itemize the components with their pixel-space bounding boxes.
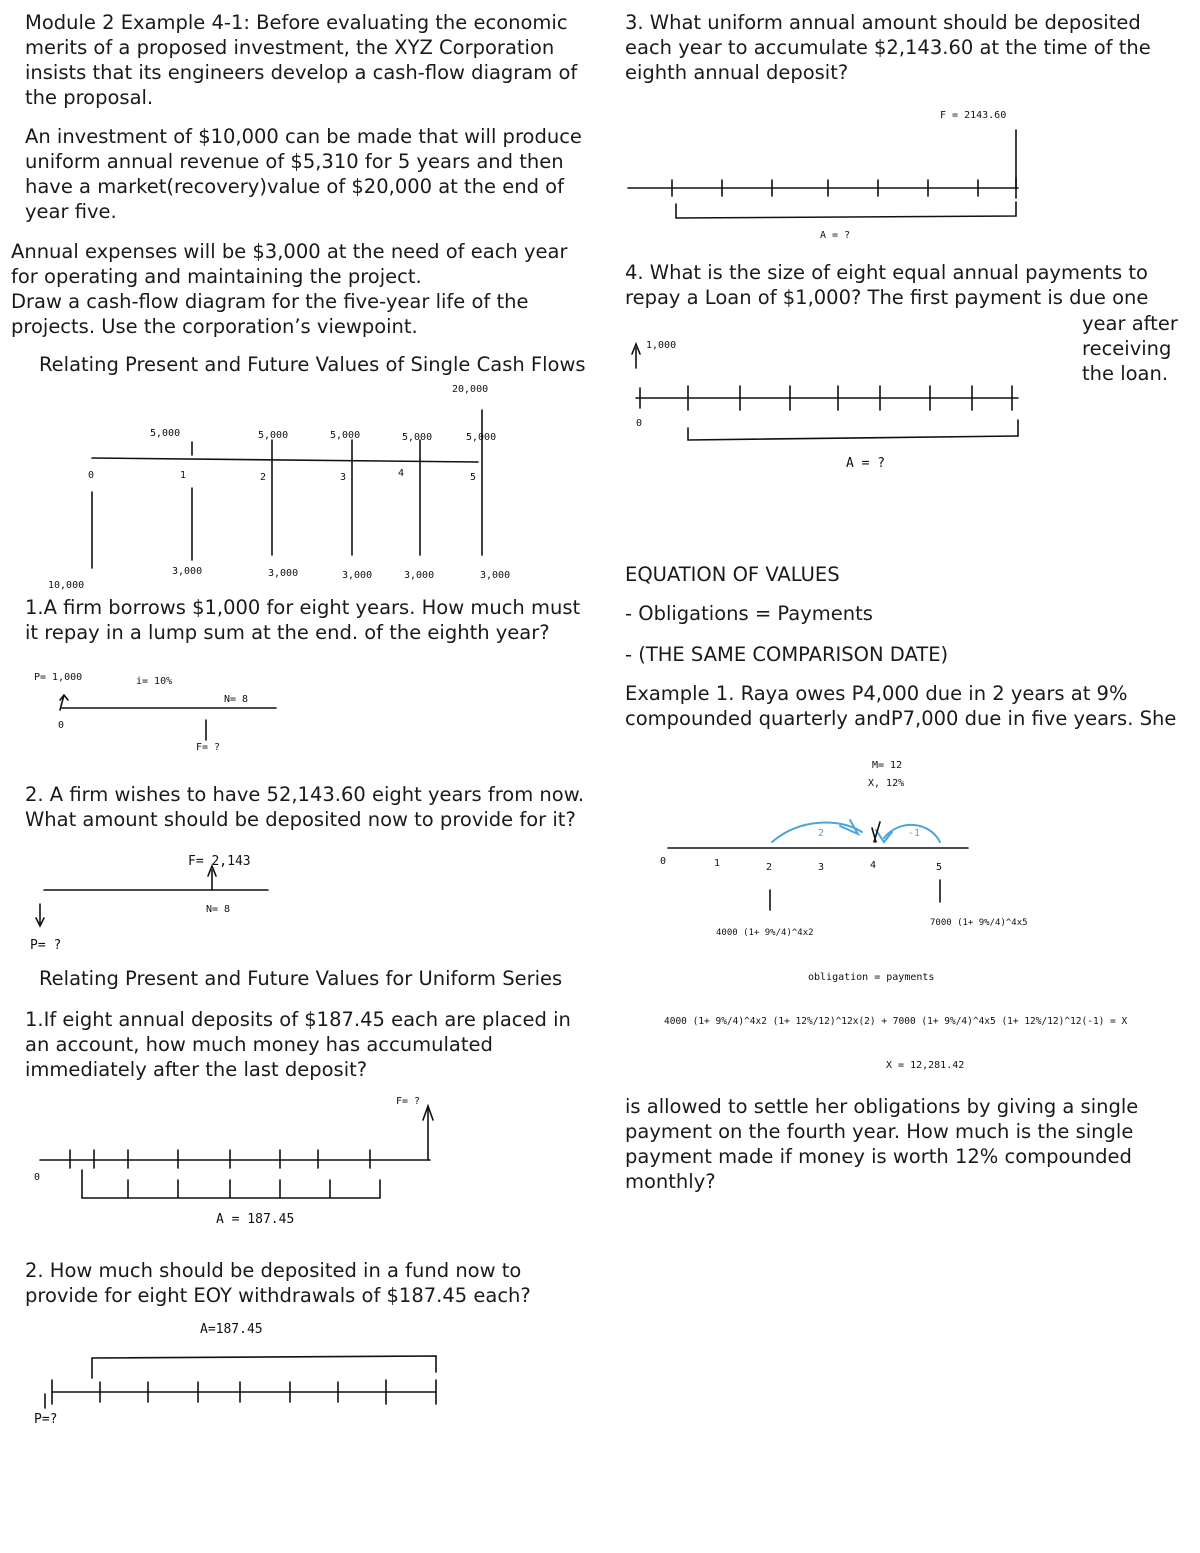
d1-year-5: 5 [470,472,477,483]
d8-term-2: 7000 (1+ 9%/4)^4x5 [930,918,1028,928]
d8-compounding: M= 12 [872,760,903,771]
d7-loan: 1,000 [646,340,677,351]
d4-zero: 0 [34,1172,41,1183]
d8-year-0: 0 [660,856,667,867]
d8-year-4: 4 [870,860,877,871]
d8-term-1: 4000 (1+ 9%/4)^4x2 [716,928,814,938]
d1-year-3: 3 [340,472,347,483]
equation-rule-2: - (THE SAME COMPARISON DATE) [625,643,949,666]
section-heading-uniform: Relating Present and Future Values for Uniform Series [39,967,563,990]
example-investment: An investment of $10,000 can be made that will produce uniform annual revenue of $5,310 for 5 years and then have a market(recovery)value of $20,000 at the end of year five. [25,125,589,223]
d1-expense-1: 3,000 [172,566,203,577]
d3-periods: N= 8 [206,904,231,915]
d1-investment: 10,000 [48,580,85,591]
d6-future: F = 2143.60 [940,110,1007,121]
d1-year-1: 1 [180,470,187,481]
d1-revenue-3: 5,000 [330,430,361,441]
d2-present: P= 1,000 [34,672,83,683]
question-deposit-now: 2. A firm wishes to have 52,143.60 eight years from now. What amount should be deposited now to provide for it? [25,783,591,831]
diagram-6-lines [628,130,1018,218]
d8-arc-label-1: 2 [818,828,825,839]
d1-expense-2: 3,000 [268,568,299,579]
d1-year-4: 4 [398,468,405,479]
d1-revenue-1: 5,000 [150,428,181,439]
d7-zero: 0 [636,418,643,429]
d4-future: F= ? [396,1096,421,1107]
diagram-4-lines [40,1106,433,1198]
section-heading-single: Relating Present and Future Values of Single Cash Flows [39,353,586,376]
d8-year-3: 3 [818,862,825,873]
example-raya-continued: is allowed to settle her obligations by giving a single payment on the fourth year. How much is the single payment made if money is worth 12% compounded monthly? [625,1095,1145,1193]
example-expenses: Annual expenses will be $3,000 at the need of each year for operating and maintaining the project. Draw a cash-flow diagram for the five-year life of the projects. Use the corporation’s viewpoint. [11,240,568,338]
d1-expense-3: 3,000 [342,570,373,581]
d3-future: F= 2,143 [188,854,251,869]
diagram-5-lines [45,1356,436,1408]
d2-future: F= ? [196,742,221,753]
d8-answer: X = 12,281.42 [886,1060,965,1071]
equation-of-values-title: EQUATION OF VALUES [625,563,840,586]
d1-revenue-2: 5,000 [258,430,289,441]
d1-year-0: 0 [88,470,95,481]
d2-zero: 0 [58,720,65,731]
d5-annuity: A=187.45 [200,1322,263,1337]
question-fund-withdrawals: 2. How much should be deposited in a fund now to provide for eight EOY withdrawals of $187.45 each? [25,1259,531,1307]
d8-rate: X, 12% [868,778,905,789]
question-loan-payments-end: year after receiving the loan. [1082,312,1178,385]
d5-present: P=? [34,1412,58,1427]
d1-expense-5: 3,000 [480,570,511,581]
example-intro: Module 2 Example 4-1: Before evaluating the economic merits of a proposed investment, the XYZ Corporation insists that its engineers develop a cash-flow diagram of the proposal. [25,11,584,109]
d3-present: P= ? [30,938,62,953]
question-loan-payments: 4. What is the size of eight equal annual payments to repay a Loan of $1,000? The first payment is due one [625,261,1155,309]
diagram-3-lines [36,866,268,926]
d7-annuity: A = ? [846,456,886,471]
d8-obligation-label: obligation = payments [808,972,935,983]
example-raya: Example 1. Raya owes P4,000 due in 2 years at 9% compounded quarterly andP7,000 due in five years. She [625,682,1177,730]
d8-arc-label-2: -1 [908,828,921,839]
d8-year-1: 1 [714,858,721,869]
d1-revenue-4: 5,000 [402,432,433,443]
question-borrow: 1.A firm borrows $1,000 for eight years. How much must it repay in a lump sum at the end. of the eighth year? [25,596,587,644]
d2-periods: N= 8 [224,694,249,705]
question-uniform-amount: 3. What uniform annual amount should be deposited each year to accumulate $2,143.60 at the time of the eighth annual deposit? [625,11,1157,84]
d8-year-2: 2 [766,862,773,873]
d1-salvage: 20,000 [452,384,489,395]
d1-expense-4: 3,000 [404,570,435,581]
d1-revenue-5: 5,000 [466,432,497,443]
d8-year-5: 5 [936,862,943,873]
question-annual-deposits: 1.If eight annual deposits of $187.45 each are placed in an account, how much money has accumulated immediately after the last deposit? [25,1008,578,1081]
equation-rule-1: - Obligations = Payments [625,602,873,625]
d4-annuity: A = 187.45 [216,1212,295,1227]
d8-equation: 4000 (1+ 9%/4)^4x2 (1+ 12%/12)^12x(2) + 7000 (1+ 9%/4)^4x5 (1+ 12%/12)^12(-1) = X [664,1016,1128,1027]
d2-interest: i= 10% [136,676,173,687]
d6-annuity: A = ? [820,230,851,241]
diagram-7-lines [632,344,1018,440]
d1-year-2: 2 [260,472,267,483]
